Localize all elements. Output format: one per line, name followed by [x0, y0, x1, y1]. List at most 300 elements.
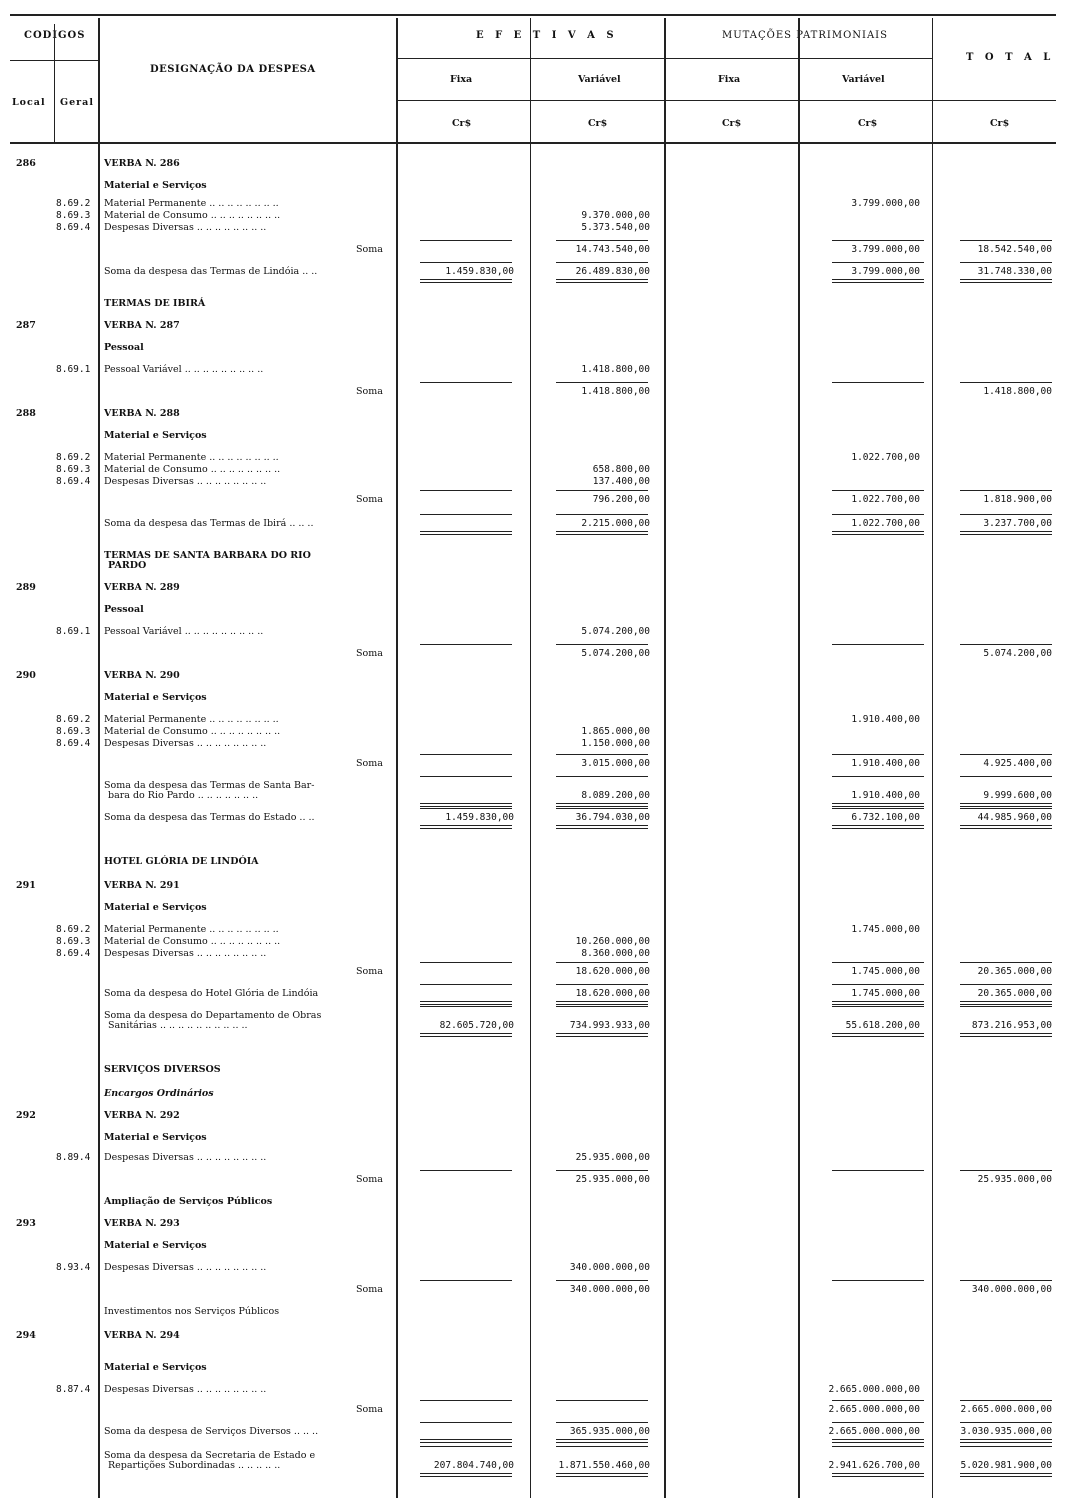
amount-ev: 1.418.800,00 — [581, 364, 650, 375]
amount-ev: 14.743.540,00 — [575, 244, 650, 255]
header-fixa-mutacoes: Fixa — [718, 74, 741, 85]
amount-ef: 1.459.830,00 — [445, 812, 514, 823]
amount-ev: 1.865.000,00 — [581, 726, 650, 737]
geral-code: 8.69.4 — [56, 222, 91, 233]
header-cr-3: Cr$ — [722, 118, 742, 129]
sum-rule-bottom — [556, 1473, 648, 1474]
sum-rule-bottom — [960, 825, 1052, 826]
geral-code: 8.69.3 — [56, 726, 91, 737]
designation-text: Despesas Diversas .. .. .. .. .. .. .. .. — [104, 222, 267, 233]
header-efetivas: E F E T I V A S — [476, 30, 618, 41]
sum-rule-bottom — [960, 279, 1052, 280]
sum-rule-bottom — [420, 282, 512, 283]
soma-label: Soma — [356, 244, 383, 255]
geral-code: 8.69.2 — [56, 924, 91, 935]
amount-mv: 3.799.000,00 — [851, 198, 920, 209]
sum-rule-bottom — [556, 1036, 648, 1037]
sum-rule-top — [420, 776, 512, 777]
amount-ev: 26.489.830,00 — [575, 266, 650, 277]
sum-rule-top — [556, 644, 648, 645]
amount-mv: 1.745.000,00 — [851, 966, 920, 977]
sum-rule-top — [556, 1446, 648, 1447]
geral-code: 8.69.4 — [56, 738, 91, 749]
sum-rule-top — [556, 808, 648, 809]
col-rule-variavel1 — [664, 18, 666, 1498]
sum-rule-top — [420, 962, 512, 963]
sum-rule-top — [420, 1006, 512, 1007]
sum-rule-bottom — [832, 803, 924, 804]
sum-rule-top — [960, 808, 1052, 809]
designation-text: Material Permanente .. .. .. .. .. .. .. .. — [104, 452, 279, 463]
sum-rule-top — [832, 984, 924, 985]
designation-text-continued: bara do Rio Pardo .. .. .. .. .. .. .. — [108, 790, 259, 801]
sum-rule-bottom — [832, 1004, 924, 1005]
sum-rule-bottom — [960, 1442, 1052, 1443]
sum-rule-top — [556, 776, 648, 777]
designation-text: VERBA N. 289 — [104, 582, 180, 593]
header-cr-5: Cr$ — [990, 118, 1010, 129]
designation-text: Material e Serviços — [104, 902, 207, 913]
col-rule-variavel2 — [932, 18, 933, 1498]
amount-tot: 2.665.000.000,00 — [960, 1404, 1052, 1415]
col-rule-local — [54, 24, 55, 142]
sum-rule-bottom — [832, 279, 924, 280]
designation-text: Soma da despesa das Termas de Santa Bar- — [104, 780, 315, 791]
designation-text: Soma da despesa de Serviços Diversos .. .. .. — [104, 1426, 319, 1437]
sum-rule-bottom — [960, 1476, 1052, 1477]
designation-text: SERVIÇOS DIVERSOS — [104, 1064, 221, 1075]
designation-text: Investimentos nos Serviços Públicos — [104, 1306, 280, 1317]
amount-tot: 31.748.330,00 — [977, 266, 1052, 277]
amount-tot: 4.925.400,00 — [983, 758, 1052, 769]
designation-text: Soma da despesa do Hotel Glória de Lindóia — [104, 988, 319, 999]
sum-rule-top — [556, 1006, 648, 1007]
soma-label: Soma — [356, 1404, 383, 1415]
local-code: 290 — [16, 670, 36, 681]
designation-text: Despesas Diversas .. .. .. .. .. .. .. .. — [104, 1152, 267, 1163]
sum-rule-bottom — [420, 1036, 512, 1037]
sum-rule-top — [832, 1400, 924, 1401]
amount-ev: 5.074.200,00 — [581, 648, 650, 659]
amount-ev: 1.418.800,00 — [581, 386, 650, 397]
sum-rule-top — [556, 962, 648, 963]
designation-text: Pessoal Variável .. .. .. .. .. .. .. .. .. — [104, 364, 264, 375]
geral-code: 8.69.2 — [56, 198, 91, 209]
designation-text: VERBA N. 290 — [104, 670, 180, 681]
designation-text: Ampliação de Serviços Públicos — [104, 1196, 273, 1207]
amount-ev: 340.000.000,00 — [569, 1262, 650, 1273]
sum-rule-top — [960, 1400, 1052, 1401]
sum-rule-top — [556, 754, 648, 755]
sum-rule-bottom — [556, 1001, 648, 1002]
soma-label: Soma — [356, 1174, 383, 1185]
designation-text: Despesas Diversas .. .. .. .. .. .. .. .. — [104, 1262, 267, 1273]
designation-text: Pessoal Variável .. .. .. .. .. .. .. .. .. — [104, 626, 264, 637]
sum-rule-bottom — [832, 1473, 924, 1474]
sum-rule-bottom — [832, 1036, 924, 1037]
sum-rule-top — [832, 808, 924, 809]
designation-text: Encargos Ordinários — [104, 1088, 214, 1099]
sum-rule-top — [960, 1280, 1052, 1281]
amount-ev: 137.400,00 — [592, 476, 650, 487]
amount-tot: 340.000.000,00 — [971, 1284, 1052, 1295]
amount-mv: 2.665.000.000,00 — [828, 1404, 920, 1415]
local-code: 294 — [16, 1330, 36, 1341]
amount-mv: 2.941.626.700,00 — [828, 1460, 920, 1471]
sum-rule-bottom — [556, 825, 648, 826]
col-rule-designacao — [396, 18, 398, 1498]
designation-text: Soma da despesa das Termas do Estado .. .. — [104, 812, 315, 823]
amount-ev: 3.015.000,00 — [581, 758, 650, 769]
sum-rule-bottom — [556, 282, 648, 283]
sum-rule-top — [556, 382, 648, 383]
sum-rule-top — [832, 1446, 924, 1447]
sum-rule-top — [556, 984, 648, 985]
sum-rule-top — [832, 776, 924, 777]
sum-rule-top — [556, 1280, 648, 1281]
sum-rule-top — [960, 984, 1052, 985]
amount-mv: 3.799.000,00 — [851, 244, 920, 255]
designation-text: Material e Serviços — [104, 692, 207, 703]
designation-text: Material de Consumo .. .. .. .. .. .. .. .. — [104, 464, 281, 475]
designation-text: Despesas Diversas .. .. .. .. .. .. .. .. — [104, 738, 267, 749]
header-fixa-efetivas: Fixa — [450, 74, 473, 85]
amount-ev: 18.620.000,00 — [575, 988, 650, 999]
sum-rule-top — [420, 262, 512, 263]
amount-mv: 1.910.400,00 — [851, 714, 920, 725]
designation-text: Material Permanente .. .. .. .. .. .. .. .. — [104, 714, 279, 725]
designation-text: VERBA N. 286 — [104, 158, 180, 169]
geral-code: 8.69.1 — [56, 626, 91, 637]
designation-text: Soma da despesa do Departamento de Obras — [104, 1010, 322, 1021]
sum-rule-top — [960, 382, 1052, 383]
header-bottom-rule — [10, 142, 1056, 144]
designation-text: VERBA N. 294 — [104, 1330, 180, 1341]
sum-rule-bottom — [556, 828, 648, 829]
sum-rule-top — [556, 1422, 648, 1423]
sum-rule-top — [960, 776, 1052, 777]
amount-tot: 1.818.900,00 — [983, 494, 1052, 505]
amount-tot: 873.216.953,00 — [971, 1020, 1052, 1031]
col-rule-fixa2 — [798, 18, 800, 1498]
designation-text-continued: PARDO — [108, 560, 147, 571]
sum-rule-bottom — [832, 825, 924, 826]
sum-rule-bottom — [960, 803, 1052, 804]
local-code: 292 — [16, 1110, 36, 1121]
sum-rule-top — [960, 1446, 1052, 1447]
geral-code: 8.69.2 — [56, 452, 91, 463]
header-variavel-mutacoes: Variável — [842, 74, 885, 85]
amount-tot: 5.074.200,00 — [983, 648, 1052, 659]
amount-mv: 6.732.100,00 — [851, 812, 920, 823]
sum-rule-top — [420, 808, 512, 809]
header-rule — [398, 100, 1056, 101]
amount-ev: 36.794.030,00 — [575, 812, 650, 823]
sum-rule-top — [960, 962, 1052, 963]
sum-rule-bottom — [556, 1004, 648, 1005]
amount-tot: 3.030.935.000,00 — [960, 1426, 1052, 1437]
amount-ev: 5.373.540,00 — [581, 222, 650, 233]
amount-ev: 25.935.000,00 — [575, 1152, 650, 1163]
amount-tot: 20.365.000,00 — [977, 966, 1052, 977]
sum-rule-bottom — [960, 1001, 1052, 1002]
designation-text: Material Permanente .. .. .. .. .. .. .. .. — [104, 198, 279, 209]
sum-rule-bottom — [832, 1442, 924, 1443]
geral-code: 8.93.4 — [56, 1262, 91, 1273]
sum-rule-top — [556, 1170, 648, 1171]
sum-rule-bottom — [960, 534, 1052, 535]
sum-rule-top — [420, 1446, 512, 1447]
sum-rule-bottom — [832, 1439, 924, 1440]
soma-label: Soma — [356, 386, 383, 397]
amount-mv: 2.665.000.000,00 — [828, 1426, 920, 1437]
sum-rule-bottom — [420, 1004, 512, 1005]
sum-rule-bottom — [420, 1473, 512, 1474]
sum-rule-bottom — [960, 531, 1052, 532]
sum-rule-bottom — [556, 1439, 648, 1440]
header-variavel-efetivas: Variável — [578, 74, 621, 85]
sum-rule-bottom — [420, 825, 512, 826]
sum-rule-top — [420, 1422, 512, 1423]
amount-ev: 18.620.000,00 — [575, 966, 650, 977]
sum-rule-top — [960, 262, 1052, 263]
amount-ev: 796.200,00 — [592, 494, 650, 505]
sum-rule-bottom — [420, 1033, 512, 1034]
sum-rule-top — [960, 1422, 1052, 1423]
sum-rule-bottom — [556, 1033, 648, 1034]
geral-code: 8.87.4 — [56, 1384, 91, 1395]
amount-mv: 1.022.700,00 — [851, 452, 920, 463]
sum-rule-bottom — [420, 279, 512, 280]
header-cr-4: Cr$ — [858, 118, 878, 129]
sum-rule-bottom — [832, 531, 924, 532]
amount-mv: 1.910.400,00 — [851, 758, 920, 769]
sum-rule-bottom — [832, 806, 924, 807]
sum-rule-bottom — [960, 1036, 1052, 1037]
sum-rule-top — [556, 514, 648, 515]
geral-code: 8.69.3 — [56, 464, 91, 475]
amount-tot: 20.365.000,00 — [977, 988, 1052, 999]
sum-rule-top — [420, 1280, 512, 1281]
sum-rule-bottom — [556, 806, 648, 807]
designation-text: Despesas Diversas .. .. .. .. .. .. .. .. — [104, 948, 267, 959]
sum-rule-bottom — [420, 1439, 512, 1440]
amount-ev: 8.089.200,00 — [581, 790, 650, 801]
amount-mv: 3.799.000,00 — [851, 266, 920, 277]
sum-rule-top — [832, 514, 924, 515]
sum-rule-bottom — [832, 828, 924, 829]
sum-rule-top — [832, 262, 924, 263]
amount-mv: 1.910.400,00 — [851, 790, 920, 801]
sum-rule-top — [832, 1170, 924, 1171]
amount-tot: 1.418.800,00 — [983, 386, 1052, 397]
designation-text: Soma da despesa das Termas de Lindóia .. .. — [104, 266, 318, 277]
designation-text: Material e Serviços — [104, 430, 207, 441]
sum-rule-top — [832, 1280, 924, 1281]
sum-rule-bottom — [420, 1442, 512, 1443]
header-geral: Geral — [60, 97, 94, 108]
amount-ef: 207.804.740,00 — [433, 1460, 514, 1471]
amount-tot: 18.542.540,00 — [977, 244, 1052, 255]
amount-tot: 5.020.981.900,00 — [960, 1460, 1052, 1471]
sum-rule-top — [420, 490, 512, 491]
sum-rule-top — [420, 382, 512, 383]
sum-rule-bottom — [556, 1476, 648, 1477]
amount-mv: 1.022.700,00 — [851, 494, 920, 505]
sum-rule-top — [556, 240, 648, 241]
sum-rule-top — [960, 754, 1052, 755]
header-local: Local — [12, 97, 46, 108]
local-code: 291 — [16, 880, 36, 891]
amount-ev: 1.150.000,00 — [581, 738, 650, 749]
designation-text: Pessoal — [104, 604, 144, 615]
amount-tot: 9.999.600,00 — [983, 790, 1052, 801]
amount-ev: 25.935.000,00 — [575, 1174, 650, 1185]
sum-rule-top — [832, 962, 924, 963]
local-code: 289 — [16, 582, 36, 593]
local-code: 287 — [16, 320, 36, 331]
sum-rule-top — [832, 644, 924, 645]
sum-rule-top — [556, 1400, 648, 1401]
designation-text: Material e Serviços — [104, 1132, 207, 1143]
sum-rule-bottom — [556, 803, 648, 804]
sum-rule-top — [420, 1400, 512, 1401]
sum-rule-top — [960, 644, 1052, 645]
sum-rule-top — [832, 754, 924, 755]
sum-rule-bottom — [420, 806, 512, 807]
designation-text: VERBA N. 288 — [104, 408, 180, 419]
designation-text: Material Permanente .. .. .. .. .. .. .. .. — [104, 924, 279, 935]
amount-ev: 365.935.000,00 — [569, 1426, 650, 1437]
amount-mv: 1.745.000,00 — [851, 924, 920, 935]
sum-rule-top — [960, 240, 1052, 241]
designation-text: Material e Serviços — [104, 180, 207, 191]
soma-label: Soma — [356, 1284, 383, 1295]
col-rule-fixa1 — [530, 18, 531, 1498]
col-rule-geral — [98, 18, 100, 1498]
amount-ev: 734.993.933,00 — [569, 1020, 650, 1031]
amount-mv: 1.745.000,00 — [851, 988, 920, 999]
sum-rule-bottom — [832, 534, 924, 535]
designation-text: Despesas Diversas .. .. .. .. .. .. .. .. — [104, 476, 267, 487]
amount-ev: 5.074.200,00 — [581, 626, 650, 637]
header-designacao: DESIGNAÇÃO DA DESPESA — [150, 64, 316, 75]
sum-rule-top — [420, 1170, 512, 1171]
designation-text: TERMAS DE IBIRÁ — [104, 298, 206, 309]
soma-label: Soma — [356, 494, 383, 505]
amount-ef: 82.605.720,00 — [439, 1020, 514, 1031]
sum-rule-bottom — [832, 1476, 924, 1477]
amount-ev: 8.360.000,00 — [581, 948, 650, 959]
designation-text-continued: Sanitárias .. .. .. .. .. .. .. .. .. .. — [108, 1020, 248, 1031]
geral-code: 8.69.4 — [56, 948, 91, 959]
designation-text: TERMAS DE SANTA BARBARA DO RIO — [104, 550, 311, 561]
sum-rule-top — [832, 382, 924, 383]
designation-text: VERBA N. 293 — [104, 1218, 180, 1229]
sum-rule-top — [960, 490, 1052, 491]
header-cr-1: Cr$ — [452, 118, 472, 129]
designation-text: Material de Consumo .. .. .. .. .. .. .. .. — [104, 936, 281, 947]
sum-rule-top — [832, 1006, 924, 1007]
amount-ev: 10.260.000,00 — [575, 936, 650, 947]
amount-ev: 340.000.000,00 — [569, 1284, 650, 1295]
soma-label: Soma — [356, 648, 383, 659]
designation-text-continued: Repartições Subordinadas .. .. .. .. .. — [108, 1460, 281, 1471]
local-code: 293 — [16, 1218, 36, 1229]
sum-rule-bottom — [960, 1004, 1052, 1005]
sum-rule-top — [960, 1170, 1052, 1171]
amount-tot: 25.935.000,00 — [977, 1174, 1052, 1185]
sum-rule-bottom — [960, 1473, 1052, 1474]
sum-rule-bottom — [960, 806, 1052, 807]
sum-rule-top — [420, 754, 512, 755]
designation-text: Material e Serviços — [104, 1362, 207, 1373]
sum-rule-top — [832, 1422, 924, 1423]
sum-rule-bottom — [960, 828, 1052, 829]
designation-text: Despesas Diversas .. .. .. .. .. .. .. .. — [104, 1384, 267, 1395]
sum-rule-top — [556, 262, 648, 263]
designation-text: Pessoal — [104, 342, 144, 353]
sum-rule-top — [420, 240, 512, 241]
amount-mv: 1.022.700,00 — [851, 518, 920, 529]
sum-rule-bottom — [420, 828, 512, 829]
top-rule — [10, 14, 1056, 16]
sum-rule-bottom — [832, 1001, 924, 1002]
designation-text: VERBA N. 291 — [104, 880, 180, 891]
geral-code: 8.69.3 — [56, 936, 91, 947]
sum-rule-bottom — [960, 1033, 1052, 1034]
soma-label: Soma — [356, 966, 383, 977]
amount-ev: 2.215.000,00 — [581, 518, 650, 529]
header-total: T O T A L — [966, 52, 1055, 63]
amount-ev: 1.871.550.460,00 — [558, 1460, 650, 1471]
designation-text: VERBA N. 287 — [104, 320, 180, 331]
geral-code: 8.69.3 — [56, 210, 91, 221]
sum-rule-top — [832, 490, 924, 491]
sum-rule-top — [960, 1006, 1052, 1007]
soma-label: Soma — [356, 758, 383, 769]
local-code: 286 — [16, 158, 36, 169]
sum-rule-top — [420, 644, 512, 645]
sum-rule-bottom — [420, 534, 512, 535]
sum-rule-bottom — [960, 282, 1052, 283]
sum-rule-bottom — [420, 803, 512, 804]
amount-mv: 2.665.000.000,00 — [828, 1384, 920, 1395]
local-code: 288 — [16, 408, 36, 419]
designation-text: Soma da despesa das Termas de Ibirá .. .. .. — [104, 518, 314, 529]
designation-text: Material de Consumo .. .. .. .. .. .. .. .. — [104, 210, 281, 221]
designation-text: Material e Serviços — [104, 1240, 207, 1251]
amount-tot: 44.985.960,00 — [977, 812, 1052, 823]
geral-code: 8.69.4 — [56, 476, 91, 487]
designation-text: Soma da despesa da Secretaria de Estado e — [104, 1450, 316, 1461]
sum-rule-top — [832, 240, 924, 241]
sum-rule-bottom — [960, 1439, 1052, 1440]
sum-rule-top — [556, 490, 648, 491]
sum-rule-top — [420, 514, 512, 515]
header-codigos: CODIGOS — [24, 30, 86, 41]
sum-rule-bottom — [556, 279, 648, 280]
amount-ef: 1.459.830,00 — [445, 266, 514, 277]
header-mutacoes: MUTAÇÕES PATRIMONIAIS — [722, 30, 888, 41]
sum-rule-bottom — [832, 282, 924, 283]
sum-rule-bottom — [556, 1442, 648, 1443]
amount-tot: 3.237.700,00 — [983, 518, 1052, 529]
designation-text: Material de Consumo .. .. .. .. .. .. .. .. — [104, 726, 281, 737]
sum-rule-bottom — [832, 1033, 924, 1034]
geral-code: 8.69.1 — [56, 364, 91, 375]
sum-rule-top — [420, 984, 512, 985]
